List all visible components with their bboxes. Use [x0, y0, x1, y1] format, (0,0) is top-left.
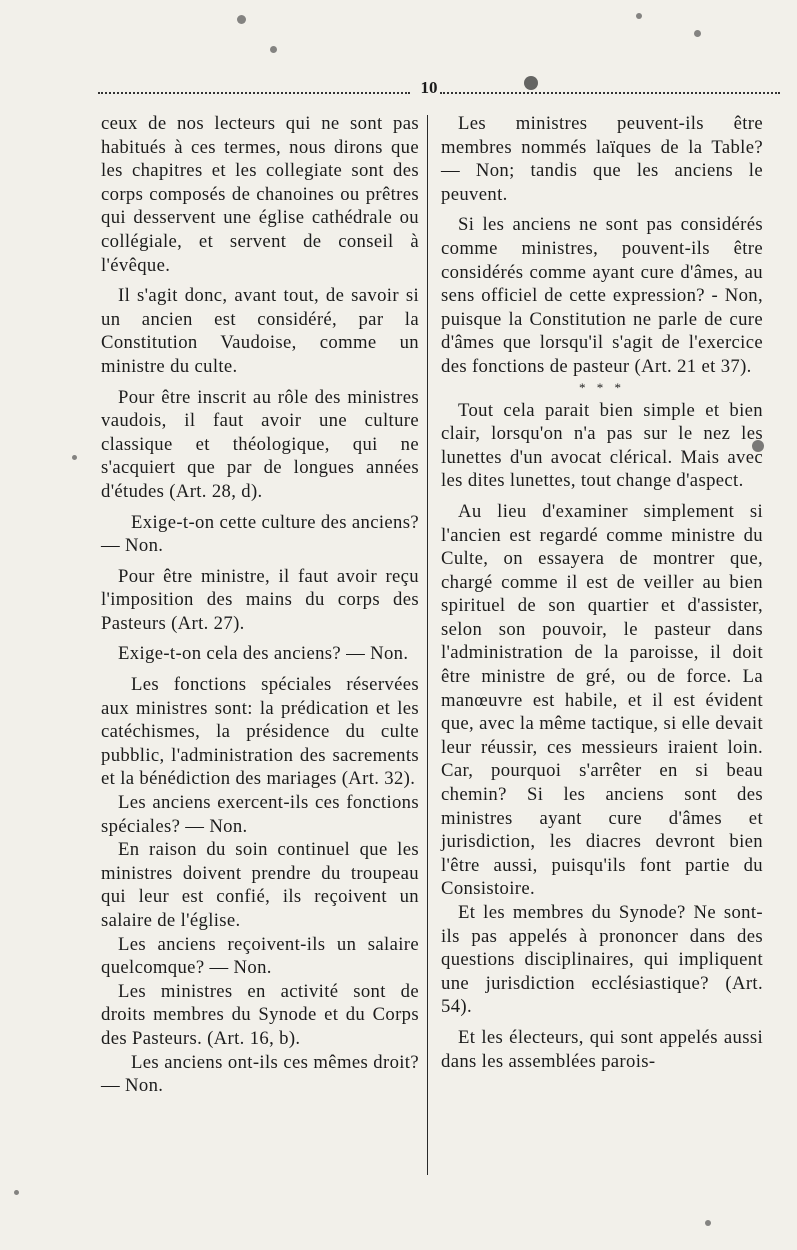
paragraph: Exige-t-on cette culture des anciens? — Non. — [101, 511, 419, 557]
paragraph: Au lieu d'examiner simplement si l'ancien est regardé comme ministre du Culte, on essayera de montrer que, chargé comme il est de veiller au bien spirituel de son quartier et d'assister, selon son pouvoir, le pasteur dans l'administration de la paroisse, il doit être ministre de gré, ou de force. La manœuvre est habile, et il est évident que, avec la même tactique, si elle devait leur réussir, ces messieurs iraient loin. Car, pourquoi s'arrêter en si beau chemin? Si les anciens sont des ministres ayant cure d'âmes et jurisdiction, les diacres devront bien l'être aussi, puisqu'ils font partie du Consistoire. — [441, 500, 763, 900]
right-text-column — [441, 112, 763, 1073]
ink-speck — [694, 30, 701, 37]
ink-speck — [14, 1190, 19, 1195]
paragraph: Et les membres du Synode? Ne sont-ils pas appelés à prononcer dans des questions disciplinaires, qui impliquent une jurisdiction ecclésiastique? (Art. 54). — [441, 902, 763, 1018]
paragraph: Si les anciens ne sont pas considérés comme ministres, pouvent-ils être considérés comme ayant cure d'âmes, au sens officiel de cette expression? - Non, puisque la Constitution ne parle de cure d'âmes que lorsqu'il s'agit de l'exercice des fonctions de pasteur (Art. 21 et 37). — [441, 214, 763, 377]
paragraph: Pour être ministre, il faut avoir reçu l'imposition des mains du corps des Pasteurs (Art. 27). — [101, 565, 419, 634]
header-ornament-rule-left — [98, 92, 410, 94]
paragraph: En raison du soin continuel que les ministres doivent prendre du troupeau qui leur est confié, ils reçoivent un salaire de l'église. — [101, 839, 419, 931]
column-divider — [427, 115, 428, 1175]
ink-speck — [524, 76, 538, 90]
ink-speck — [72, 455, 77, 460]
left-text-column — [101, 112, 419, 1098]
paragraph: Les anciens reçoivent-ils un salaire quelcomque? — Non. — [101, 933, 419, 979]
ink-speck — [705, 1220, 711, 1226]
ink-speck — [636, 13, 642, 19]
page-number: 10 — [420, 78, 438, 97]
paragraph: Tout cela parait bien simple et bien clair, lorsqu'on n'a pas sur le nez les lunettes d'un avocat clérical. Mais avec les dites lunettes, tout change d'aspect. — [441, 399, 763, 492]
ink-speck — [237, 15, 246, 24]
paragraph: Les ministres en activité sont de droits membres du Synode et du Corps des Pasteurs. (Art. 16, b). — [101, 980, 419, 1049]
paragraph: Les anciens ont-ils ces mêmes droit? — Non. — [101, 1051, 419, 1097]
paragraph: Exige-t-on cela des anciens? — Non. — [118, 643, 409, 665]
ink-speck — [270, 46, 277, 53]
paragraph: Les anciens exercent-ils ces fonctions spéciales? — Non. — [101, 792, 419, 837]
paragraph: Les fonctions spéciales réservées aux ministres sont: la prédication et les catéchismes, la présidence du culte pubblic, l'administration des sacrements et la bénédiction des mariages (Art. 32). — [101, 674, 419, 790]
paragraph: Les ministres peuvent-ils être membres nommés laïques de la Table? — Non; tandis que les anciens le peuvent. — [441, 113, 763, 205]
paragraph: Pour être inscrit au rôle des ministres vaudois, il faut avoir une culture classique et théologique, qui ne s'acquiert que par de longues années d'études (Art. 28, d). — [101, 386, 419, 502]
header-ornament-rule-right — [440, 92, 780, 94]
paragraph: Il s'agit donc, avant tout, de savoir si un ancien est considéré, par la Constitution Vaudoise, comme un ministre du culte. — [101, 285, 419, 377]
paragraph: Et les électeurs, qui sont appelés aussi dans les assemblées parois- — [441, 1026, 763, 1072]
section-asterism: * * * — [579, 379, 625, 395]
paragraph: ceux de nos lecteurs qui ne sont pas habitués à ces termes, nous dirons que les chapitres et les collegiate sont des corps composés de chanoines ou prêtres qui desservent une église cathédrale ou collégiale, et servent de conseil à l'évêque. — [101, 113, 419, 276]
